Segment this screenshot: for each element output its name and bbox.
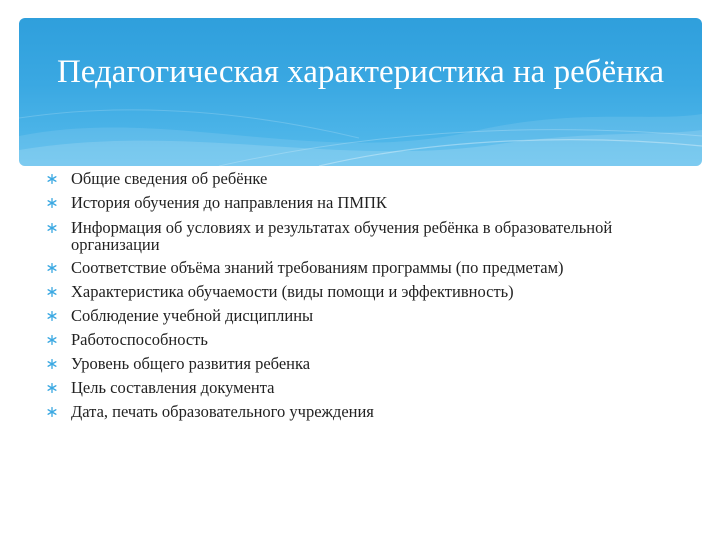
asterisk-icon: [47, 223, 57, 233]
list-item-text: Цель составления документа: [71, 378, 275, 397]
list-item-text: Соблюдение учебной дисциплины: [71, 306, 314, 325]
title-banner: [19, 18, 702, 166]
list-item: [47, 192, 687, 214]
list-item: [47, 168, 687, 190]
list-item: [47, 257, 687, 279]
list-item: [47, 281, 687, 303]
list-item-text: Дата, печать образовательного учреждения: [71, 402, 374, 421]
list-item: [47, 353, 687, 375]
asterisk-icon: [47, 407, 57, 417]
asterisk-icon: [47, 383, 57, 393]
asterisk-icon: [47, 335, 57, 345]
list-item: [47, 329, 687, 351]
list-item-text: Общие сведения об ребёнке: [71, 169, 268, 188]
asterisk-icon: [47, 263, 57, 273]
list-item-text: Работоспособность: [71, 330, 208, 349]
list-item: [47, 377, 687, 399]
list-item-text: История обучения до направления на ПМПК: [71, 193, 387, 212]
list-item: [47, 305, 687, 327]
asterisk-icon: [47, 359, 57, 369]
list-item-text: Уровень общего развития ребенка: [71, 354, 311, 373]
slide-title: Педагогическая характеристика на ребёнка: [56, 54, 665, 90]
list-item-text: Информация об условиях и результатах обучения ребёнка в образовательной организации: [71, 218, 613, 254]
asterisk-icon: [47, 287, 57, 297]
content-bullet-list: [47, 168, 687, 425]
list-item-text: Соответствие объёма знаний требованиям программы (по предметам): [71, 258, 564, 277]
asterisk-icon: [47, 311, 57, 321]
list-item: [47, 401, 687, 423]
asterisk-icon: [47, 174, 57, 184]
list-item-text: Характеристика обучаемости (виды помощи и эффективность): [71, 282, 514, 301]
asterisk-icon: [47, 198, 57, 208]
list-item: [47, 216, 687, 255]
